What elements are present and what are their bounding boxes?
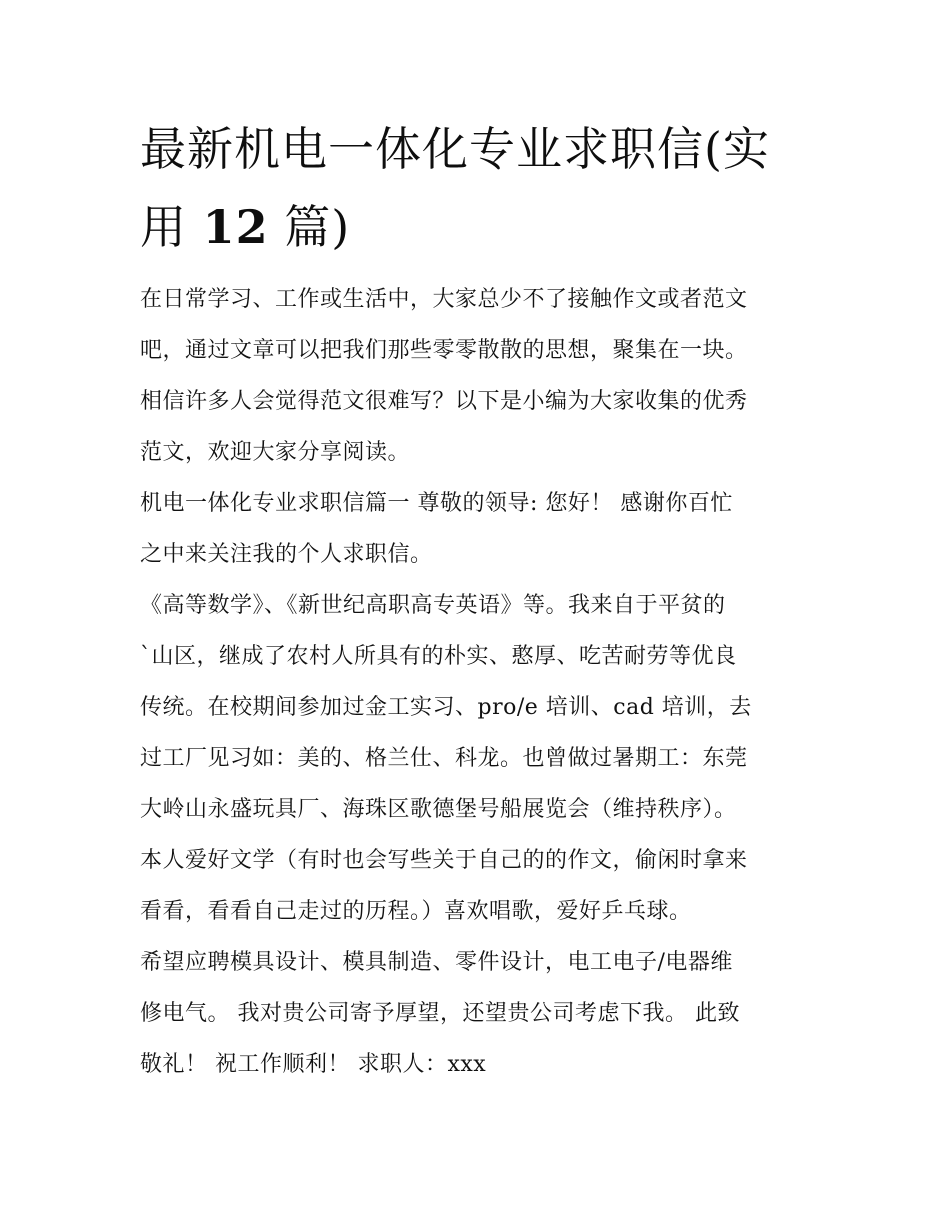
document-title (140, 110, 820, 266)
title-line-2 (140, 188, 820, 266)
paragraph-line: 吧，通过文章可以把我们那些零零散散的思想，聚集在一块。 (140, 338, 748, 363)
paragraph-line: 希望应聘模具设计、模具制造、零件设计，电工电子/电器维 (140, 950, 733, 975)
paragraph-line: 相信许多人会觉得范文很难写？以下是小编为大家收集的优秀 (140, 389, 748, 414)
paragraph-line: 在日常学习、工作或生活中，大家总少不了接触作文或者范文 (140, 287, 748, 312)
paragraph-line: 本人爱好文学（有时也会写些关于自己的的作文，偷闲时拿来 (140, 848, 748, 873)
paragraph-intro (140, 274, 820, 478)
paragraph-line: 机电一体化专业求职信篇一 尊敬的领导: 您好！ 感谢你百忙 (140, 491, 733, 516)
title-line-2-pre: 用 (140, 200, 203, 254)
paragraph-line: 看看，看看自己走过的历程。）喜欢唱歌，爱好乒乓球。 (140, 899, 692, 924)
title-line-2-post: 篇) (268, 200, 351, 254)
paragraph-line: `山区，继成了农村人所具有的朴实、憨厚、吃苦耐劳等优良 (140, 644, 737, 669)
paragraph-line: 传统。在校期间参加过金工实习、pro/e 培训、cad 培训，去 (140, 695, 752, 720)
document-page (140, 110, 820, 1090)
paragraph-line: 敬礼！ 祝工作顺利！ 求职人：xxx (140, 1052, 487, 1077)
paragraph-line: 《高等数学》、《新世纪高职高专英语》等。我来自于平贫的 (140, 593, 726, 618)
paragraph-background (140, 580, 820, 937)
paragraph-closing (140, 937, 820, 1090)
paragraph-line: 大岭山永盛玩具厂、海珠区歌德堡号船展览会（维持秩序）。 (140, 797, 737, 822)
document-body (140, 274, 820, 1090)
paragraph-line: 修电气。 我对贵公司寄予厚望，还望贵公司考虑下我。 此致 (140, 1001, 740, 1026)
paragraph-line: 过工厂见习如：美的、格兰仕、科龙。也曾做过暑期工：东莞 (140, 746, 748, 771)
title-line-1: 最新机电一体化专业求职信(实 (140, 122, 770, 176)
title-number: 12 (202, 200, 269, 254)
paragraph-greeting (140, 478, 820, 580)
paragraph-line: 范文，欢迎大家分享阅读。 (140, 440, 411, 465)
paragraph-line: 之中来关注我的个人求职信。 (140, 542, 433, 567)
